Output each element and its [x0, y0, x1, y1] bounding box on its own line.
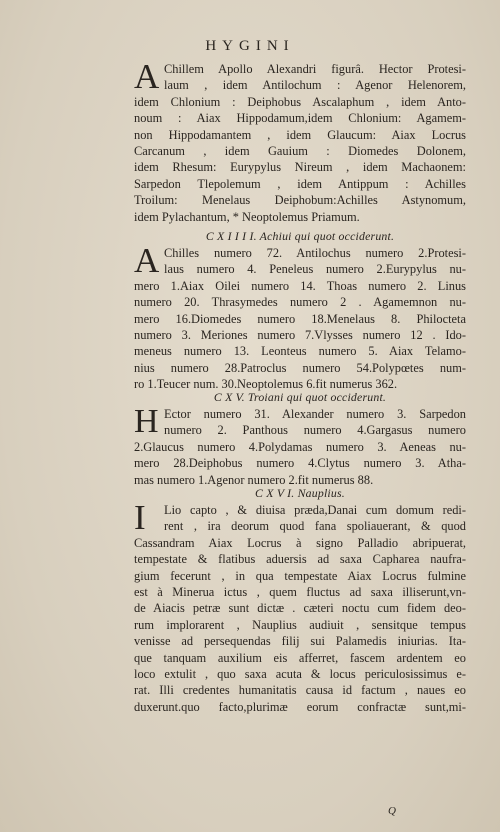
running-head: HYGINI — [205, 38, 295, 54]
text-line: numero 20. Thrasymedes numero 2 . Agamemnon nu- — [134, 295, 466, 310]
text-line: tempestate & flatibus aduersis ad saxa Capharea naufra- — [134, 552, 466, 567]
text-line: duxerunt.quo facto,plurimæ eorum confractæ sunt,mi- — [134, 699, 466, 714]
text-line: meneus numero 13. Leonteus numero 5. Aiax Telamo- — [134, 344, 466, 359]
text-line: Troilum: Menelaus Deiphobum:Achilles Astynomum, — [134, 193, 466, 208]
section-cxvi — [134, 485, 466, 714]
text-line: est à Minerua ictus , quem fluctus ad saxa illiserunt,vn- — [134, 584, 466, 599]
text-line: numero 2. Panthous numero 4.Gargasus numero — [164, 423, 466, 438]
section-heading: C X I I I I. Achiui qui quot occiderunt. — [205, 229, 395, 243]
section-cxv — [134, 389, 466, 487]
dropcap: I — [134, 498, 146, 537]
dropcap: H — [134, 403, 159, 440]
section-cxiiii — [134, 228, 466, 392]
text-line: noum : Aiax Hippodamum,idem Chlonium: Agamem- — [134, 111, 466, 126]
text-line: venisse ad persequendas filij sui Palamedis iniurias. Ita- — [134, 634, 466, 649]
text-line: idem Pylachantum, * Neoptolemus Priamum. — [134, 209, 360, 224]
text-line: Chilles numero 72. Antilochus numero 2.Protesi- — [164, 246, 466, 260]
catchword: Q — [388, 805, 396, 817]
text-line: que tanquam auxilium eis afferret, fascem ardentem eo — [134, 650, 466, 665]
text-line: gium fecerunt , in qua tempestate Aiax Locrus fulmine — [134, 568, 466, 583]
text-line: Chillem Apollo Alexandri figurâ. Hector Protesi- — [164, 62, 466, 76]
text-line: Carcanum , idem Gauium : Diomedes Dolonem, — [134, 143, 466, 158]
text-line: rent , ira deorum quod fana spoliauerant, & quod — [164, 519, 466, 534]
text-line: rat. Illi credentes humanitatis causa id factum , naues eo — [134, 683, 466, 698]
section-heading: C X V. Troiani qui quot occiderunt. — [213, 390, 387, 404]
text-line: idem Rhesum: Eurypylus Nireum , idem Machaonem: — [134, 160, 466, 175]
text-line: numero 3. Meriones numero 7.Vlysses numero 12 . Ido- — [134, 327, 466, 342]
text-line: loco extulit , quo saxa acuta & locus periculosissimus e- — [134, 666, 466, 681]
dropcap: A — [134, 57, 160, 96]
text-line: Cassandram Aiax Locrus à signo Palladio abripuerat, — [134, 535, 466, 550]
text-line: ro 1.Teucer num. 30.Neoptolemus 6.fit numerus 362. — [134, 377, 398, 392]
text-line: laus numero 4. Peneleus numero 2.Eurypylus nu- — [164, 262, 466, 277]
text-line: rum implorarent , Nauplius audiuit , sensitque tempus — [134, 617, 466, 632]
text-line: mas numero 1.Agenor numero 2.fit numerus 88. — [134, 472, 374, 487]
text-line: idem Chlonium : Deiphobus Ascalaphum , idem Anto- — [134, 94, 466, 109]
text-line: Sarpedon Tlepolemum , idem Antippum : Achilles — [134, 176, 466, 191]
text-line: 2.Glaucus numero 4.Polydamas numero 3. Aeneas nu- — [134, 439, 466, 454]
text-line: mero 1.Aiax Oilei numero 14. Thoas numero 2. Linus — [134, 278, 466, 293]
dropcap: A — [134, 241, 160, 280]
text-line: de Aiacis petræ sunt dictæ . cæteri noctu cum fidem deo- — [134, 601, 466, 616]
text-line: Ector numero 31. Alexander numero 3. Sarpedon — [164, 407, 466, 421]
text-line: laum , idem Antilochum : Agenor Helenorem, — [164, 78, 466, 93]
text-line: Lio capto , & diuisa præda,Danai cum domum redi- — [164, 503, 466, 517]
text-line: mero 28.Deiphobus numero 4.Clytus numero 3. Atha- — [134, 456, 466, 471]
text-line: mero 16.Diomedes numero 18.Menelaus 8. Philocteta — [134, 311, 466, 326]
section-heading: C X V I. Nauplius. — [255, 486, 345, 500]
text-line: non Hippodamantem , idem Glaucum: Aiax Locrus — [134, 127, 466, 142]
text-line: nius numero 28.Patroclus numero 54.Polypœtes num- — [134, 360, 466, 375]
